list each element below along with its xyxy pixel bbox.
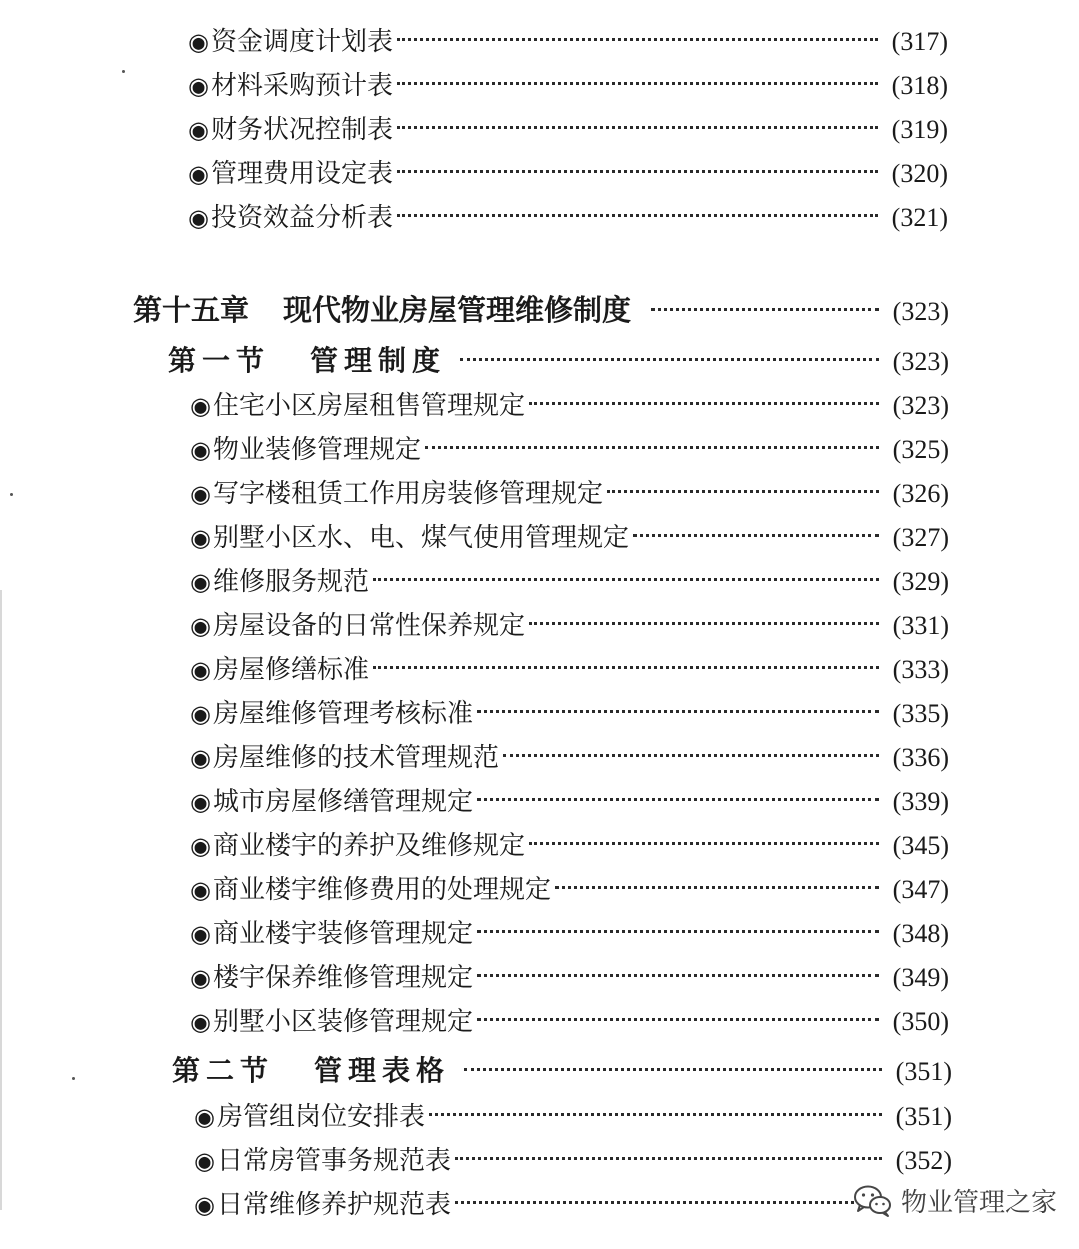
bullet-icon: ◉	[194, 1147, 215, 1175]
bullet-icon: ◉	[190, 480, 211, 508]
entry-title: 维修服务规范	[212, 567, 369, 597]
toc-entry[interactable]	[190, 1002, 949, 1042]
entry-page-number: (321)	[891, 203, 948, 232]
leader-dots	[651, 308, 879, 311]
bullet-icon: ◉	[190, 744, 211, 772]
toc-entry[interactable]	[194, 1097, 952, 1137]
scan-edge	[0, 590, 2, 1210]
entry-page-number: (331)	[892, 611, 949, 640]
toc-entry[interactable]	[190, 474, 949, 514]
entry-page-number: (333)	[892, 655, 949, 684]
toc-entry[interactable]	[190, 694, 949, 734]
toc-entry[interactable]	[190, 738, 949, 778]
bullet-icon: ◉	[188, 160, 209, 188]
leader-dots	[373, 578, 879, 581]
bullet-icon: ◉	[194, 1103, 215, 1131]
toc-entry[interactable]	[190, 518, 949, 558]
entry-page-number: (347)	[892, 875, 949, 904]
leader-dots	[477, 974, 879, 977]
toc-entry[interactable]	[190, 430, 949, 470]
leader-dots	[529, 402, 879, 405]
section-title: 管理制度	[310, 344, 447, 377]
bullet-icon: ◉	[190, 392, 211, 420]
leader-dots	[464, 1068, 882, 1071]
entry-page-number: (350)	[892, 1007, 949, 1036]
scan-speck	[122, 70, 125, 73]
entry-title: 日常房管事务规范表	[216, 1146, 451, 1176]
entry-title: 房屋设备的日常性保养规定	[212, 611, 525, 641]
entry-page-number: (317)	[891, 27, 948, 56]
toc-entry[interactable]	[190, 826, 949, 866]
bullet-icon: ◉	[190, 612, 211, 640]
watermark-text: 物业管理之家	[900, 1188, 1057, 1218]
bullet-icon: ◉	[188, 72, 209, 100]
leader-dots	[397, 170, 878, 173]
leader-dots	[425, 446, 879, 449]
toc-entry[interactable]	[190, 958, 949, 998]
entry-page-number: (335)	[892, 699, 949, 728]
entry-title: 商业楼宇维修费用的处理规定	[212, 875, 551, 905]
leader-dots	[477, 1018, 879, 1021]
bullet-icon: ◉	[190, 964, 211, 992]
bullet-icon: ◉	[190, 1008, 211, 1036]
entry-title: 住宅小区房屋租售管理规定	[212, 391, 525, 421]
entry-page-number: (329)	[892, 567, 949, 596]
entry-title: 财务状况控制表	[210, 115, 393, 145]
entry-page-number: (326)	[892, 479, 949, 508]
bullet-icon: ◉	[190, 832, 211, 860]
entry-title: 写字楼租赁工作用房装修管理规定	[212, 479, 603, 509]
leader-dots	[477, 710, 879, 713]
chapter-heading[interactable]	[133, 288, 949, 332]
bullet-icon: ◉	[190, 876, 211, 904]
entry-page-number: (320)	[891, 159, 948, 188]
entry-title: 投资效益分析表	[210, 203, 393, 233]
leader-dots	[373, 666, 879, 669]
entry-title: 房屋修缮标准	[212, 655, 369, 685]
entry-title: 商业楼宇装修管理规定	[212, 919, 473, 949]
bullet-icon: ◉	[194, 1191, 215, 1219]
toc-entry[interactable]	[188, 110, 948, 150]
bullet-icon: ◉	[190, 436, 211, 464]
bullet-icon: ◉	[190, 656, 211, 684]
entry-page-number: (319)	[891, 115, 948, 144]
leader-dots	[455, 1157, 882, 1160]
leader-dots	[397, 38, 878, 41]
toc-entry[interactable]	[188, 66, 948, 106]
entry-title: 房屋维修管理考核标准	[212, 699, 473, 729]
bullet-icon: ◉	[190, 700, 211, 728]
entry-page-number: (345)	[892, 831, 949, 860]
section-page-number: (351)	[895, 1057, 952, 1086]
bullet-icon: ◉	[190, 524, 211, 552]
entry-title: 别墅小区水、电、煤气使用管理规定	[212, 523, 629, 553]
section-title: 管理表格	[314, 1054, 451, 1087]
entry-page-number: (323)	[892, 391, 949, 420]
leader-dots	[529, 622, 879, 625]
toc-entry[interactable]	[194, 1141, 952, 1181]
section-heading[interactable]	[168, 340, 949, 382]
section-heading[interactable]	[172, 1050, 952, 1092]
entry-page-number: (325)	[892, 435, 949, 464]
section-label: 第一节	[168, 344, 271, 377]
entry-title: 材料采购预计表	[210, 71, 393, 101]
watermark	[853, 1182, 1057, 1219]
chapter-label: 第十五章	[133, 293, 250, 327]
toc-entry[interactable]	[194, 1185, 854, 1225]
entry-title: 商业楼宇的养护及维修规定	[212, 831, 525, 861]
leader-dots	[503, 754, 879, 757]
chapter-page-number: (323)	[892, 297, 949, 326]
toc-entry[interactable]	[190, 650, 949, 690]
entry-title: 管理费用设定表	[210, 159, 393, 189]
bullet-icon: ◉	[188, 28, 209, 56]
entry-title: 城市房屋修缮管理规定	[212, 787, 473, 817]
leader-dots	[477, 930, 879, 933]
entry-page-number: (351)	[895, 1102, 952, 1131]
entry-page-number: (336)	[892, 743, 949, 772]
toc-entry[interactable]	[190, 870, 949, 910]
bullet-icon: ◉	[188, 204, 209, 232]
leader-dots	[529, 842, 879, 845]
leader-dots	[397, 126, 878, 129]
entry-title: 房屋维修的技术管理规范	[212, 743, 499, 773]
toc-entry[interactable]	[188, 22, 948, 62]
wechat-icon	[853, 1184, 893, 1218]
section-page-number: (323)	[892, 347, 949, 376]
leader-dots	[429, 1113, 882, 1116]
leader-dots	[397, 214, 878, 217]
toc-entry[interactable]	[188, 154, 948, 194]
entry-page-number: (352)	[895, 1146, 952, 1175]
scan-speck	[10, 493, 13, 496]
section-label: 第二节	[172, 1054, 275, 1087]
chapter-title: 现代物业房屋管理维修制度	[283, 293, 632, 327]
toc-entry[interactable]	[190, 782, 949, 822]
toc-entry[interactable]	[188, 198, 948, 238]
toc-entry[interactable]	[190, 914, 949, 954]
leader-dots	[555, 886, 879, 889]
entry-page-number: (348)	[892, 919, 949, 948]
entry-title: 别墅小区装修管理规定	[212, 1007, 473, 1037]
toc-entry[interactable]	[190, 562, 949, 602]
entry-page-number: (349)	[892, 963, 949, 992]
leader-dots	[607, 490, 879, 493]
entry-page-number: (339)	[892, 787, 949, 816]
bullet-icon: ◉	[190, 568, 211, 596]
entry-title: 资金调度计划表	[210, 27, 393, 57]
bullet-icon: ◉	[190, 788, 211, 816]
toc-entry[interactable]	[190, 606, 949, 646]
leader-dots	[397, 82, 878, 85]
leader-dots	[633, 534, 879, 537]
entry-page-number: (318)	[891, 71, 948, 100]
scan-speck	[72, 1077, 75, 1080]
toc-entry[interactable]	[190, 386, 949, 426]
entry-page-number: (327)	[892, 523, 949, 552]
leader-dots	[460, 358, 879, 361]
leader-dots	[477, 798, 879, 801]
entry-title: 房管组岗位安排表	[216, 1102, 425, 1132]
bullet-icon: ◉	[190, 920, 211, 948]
bullet-icon: ◉	[188, 116, 209, 144]
entry-title: 日常维修养护规范表	[216, 1190, 451, 1220]
leader-dots	[455, 1201, 854, 1204]
entry-title: 楼宇保养维修管理规定	[212, 963, 473, 993]
entry-title: 物业装修管理规定	[212, 435, 421, 465]
